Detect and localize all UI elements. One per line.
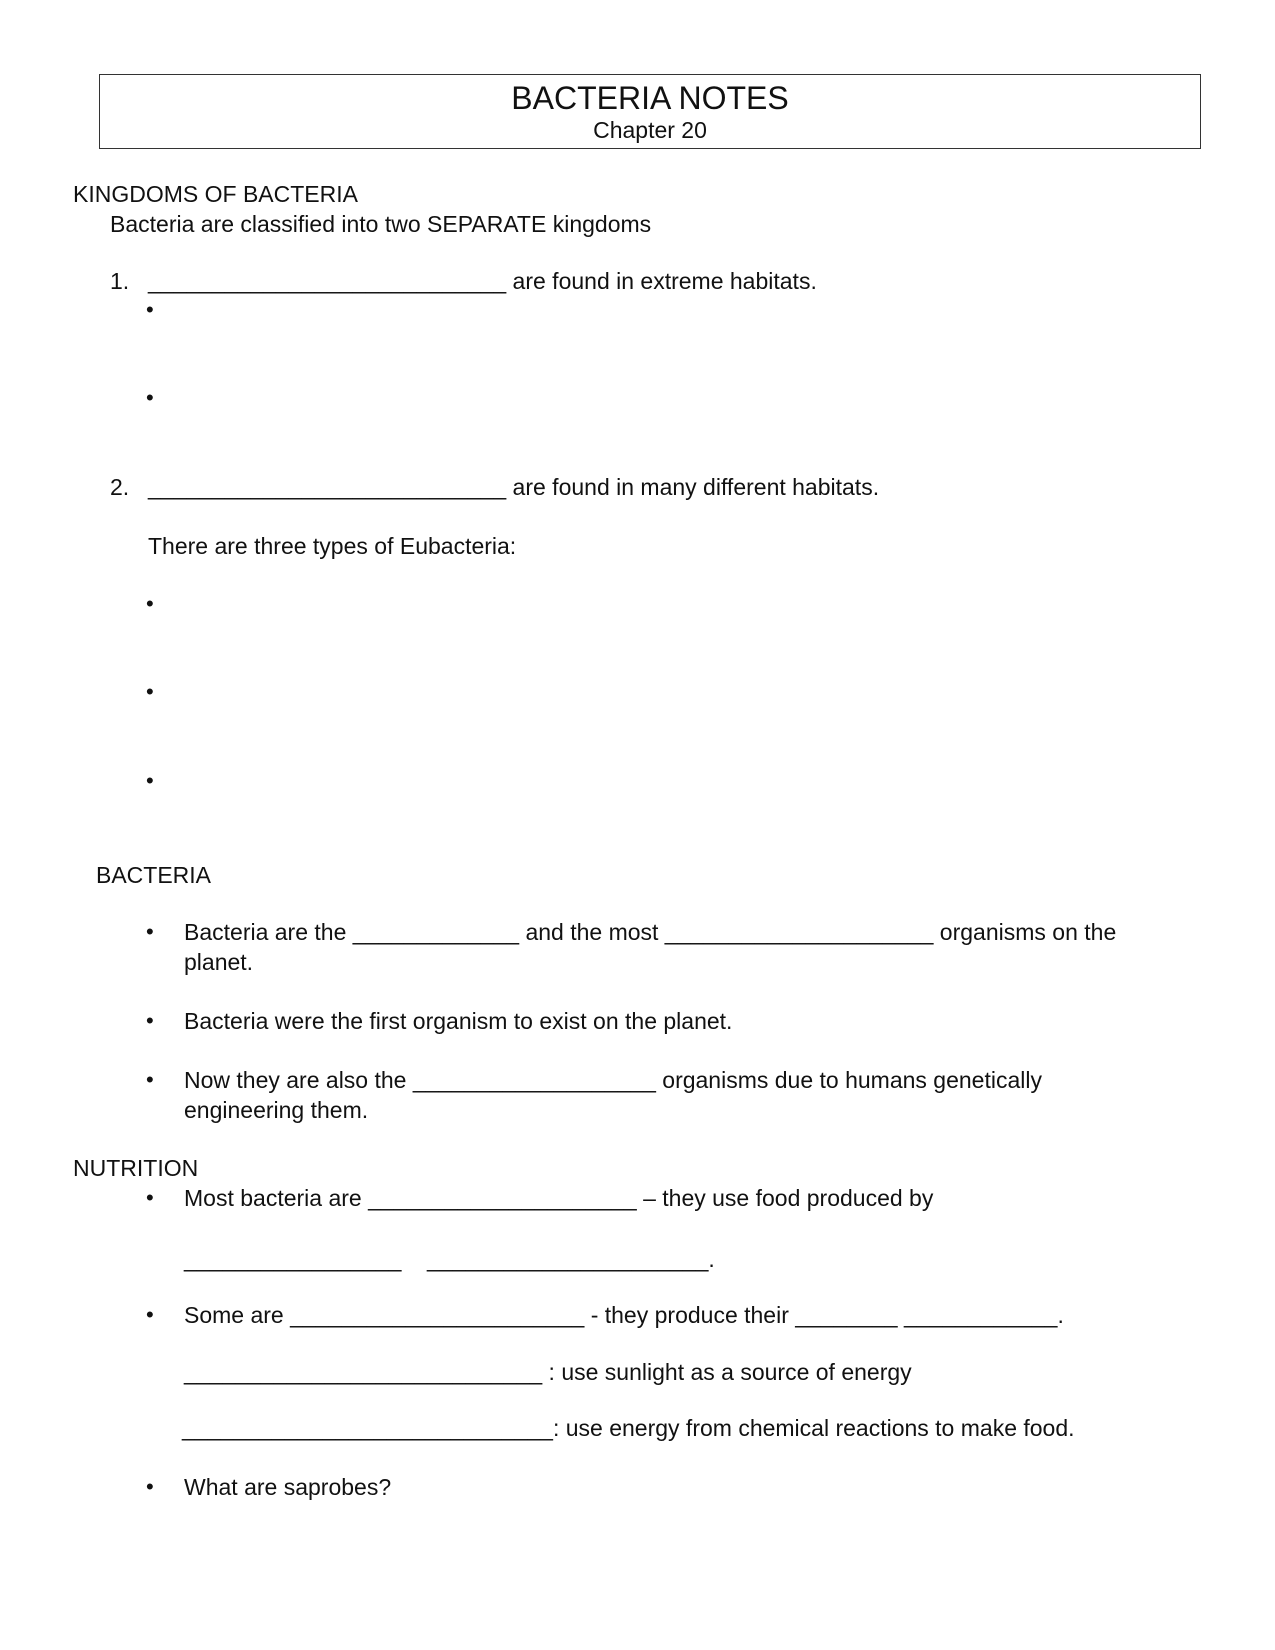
nutrition-point-3: What are saprobes? <box>184 1474 392 1500</box>
page-title: BACTERIA NOTES <box>511 80 789 116</box>
section-heading-kingdoms: KINGDOMS OF BACTERIA <box>73 181 358 207</box>
bullet-point: • <box>146 1067 154 1092</box>
bacteria-point-1-line-1: Bacteria are the _____________ and the most _____________________ organisms on the <box>184 919 1117 945</box>
item-1-number: 1. <box>110 268 130 294</box>
bacteria-point-2: Bacteria were the first organism to exist on the planet. <box>184 1008 733 1034</box>
nutrition-sub-chemotrophs: _____________________________: use energy from chemical reactions to make food. <box>182 1415 1075 1441</box>
bullet-point: • <box>146 1185 154 1210</box>
bullet-point: • <box>146 385 154 410</box>
item-1-text: ____________________________ are found in extreme habitats. <box>148 268 817 294</box>
bullet-point: • <box>146 679 154 704</box>
bullet-point: • <box>146 768 154 793</box>
eubacteria-types-line: There are three types of Eubacteria: <box>148 533 517 559</box>
section-heading-bacteria: BACTERIA <box>96 862 212 888</box>
title-box <box>99 74 1201 149</box>
bullet-point: • <box>146 1474 154 1499</box>
item-2-number: 2. <box>110 474 130 500</box>
bullet-point: • <box>146 1302 154 1327</box>
page-subtitle: Chapter 20 <box>593 117 707 143</box>
bullet-point: • <box>146 919 154 944</box>
bacteria-point-3-line-1: Now they are also the ___________________ organisms due to humans genetically <box>184 1067 1042 1093</box>
bullet-point: • <box>146 297 154 322</box>
kingdoms-intro: Bacteria are classified into two SEPARATE kingdoms <box>110 211 652 237</box>
bacteria-point-1-line-2: planet. <box>184 949 254 975</box>
bullet-point: • <box>146 1008 154 1033</box>
item-2-text: ____________________________ are found in many different habitats. <box>148 474 880 500</box>
nutrition-point-1-line-1: Most bacteria are _____________________ – they use food produced by <box>184 1185 934 1211</box>
bullet-point: • <box>146 591 154 616</box>
nutrition-point-2: Some are _______________________ - they produce their ________ ____________. <box>184 1302 1064 1328</box>
section-heading-nutrition: NUTRITION <box>73 1155 199 1181</box>
bacteria-point-3-line-2: engineering them. <box>184 1097 369 1123</box>
nutrition-sub-phototrophs: ____________________________ : use sunlight as a source of energy <box>184 1359 912 1385</box>
nutrition-point-1-line-2: _________________ ______________________. <box>184 1246 715 1272</box>
